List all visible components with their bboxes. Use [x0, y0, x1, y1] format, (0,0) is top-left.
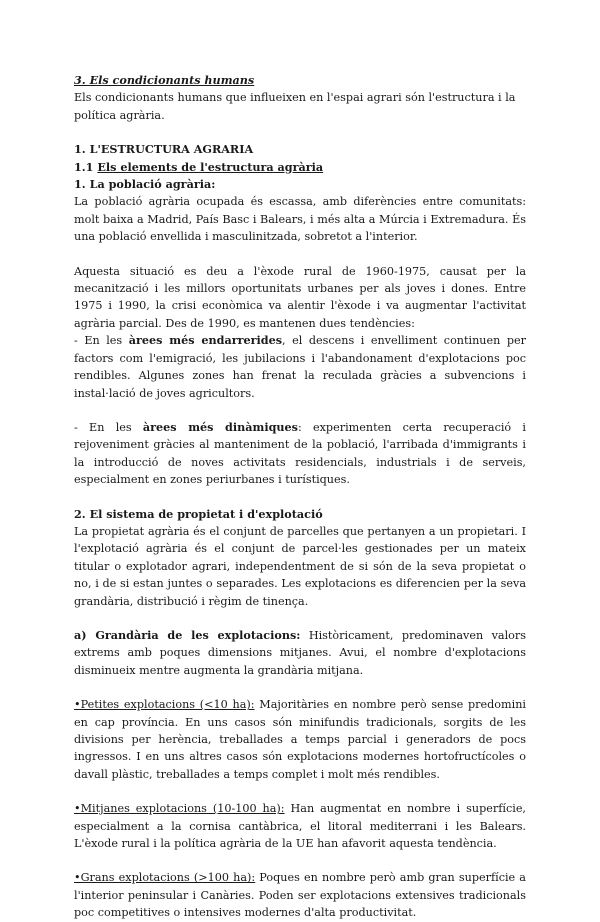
mitjanes-label: •Mitjanes explotacions (10-100 ha): [74, 802, 285, 816]
p3-prefix: - En les [74, 334, 129, 348]
subheading-number: 1.1 [74, 159, 94, 174]
grandaria-heading: a) Grandària de les explotacions: [74, 627, 301, 642]
poblacio-paragraph-1: La població agrària ocupada és escassa, amb diferències entre comunitats: molt baixa a Madrid, País Basc i Balears, i més alta a Múrcia i Extremadura. És una població envellida i masculinitzada, sobretot a l'interior. [74, 195, 526, 244]
estructura-heading: 1. L'ESTRUCTURA AGRARIA [74, 142, 254, 157]
p4-bold: àrees més dinàmiques [142, 419, 298, 434]
petites-paragraph [74, 696, 526, 783]
poblacio-paragraph-2: Aquesta situació es deu a l'èxode rural de 1960-1975, causat per la mecanització i les millors oportunitats urbanes per als joves i dones. Entre 1975 i 1990, la crisi econòmica va alentir l'èxode i va augmentar l'activitat agrària parcial. Des de 1990, es mantenen dues tendències: [74, 264, 526, 330]
estructura-subheading [74, 159, 526, 176]
poblacio-heading: 1. La població agrària: [74, 177, 216, 192]
petites-label: •Petites explotacions (<10 ha): [74, 698, 255, 712]
section-intro: Els condicionants humans que influeixen en l'espai agrari són l'estructura i la política agrària. [74, 91, 516, 122]
page-content [74, 72, 526, 922]
mitjanes-text: Han augmentat en nombre i superfície, especialment a la cornisa cantàbrica, el litoral mediterrani i les Balears. L'èxode rural i la política agrària de la UE han afavorit aquesta tendència. [74, 802, 526, 851]
grans-label: •Grans explotacions (>100 ha): [74, 871, 256, 885]
propietat-heading: 2. El sistema de propietat i d'explotació [74, 506, 323, 521]
grans-text: Poques en nombre però amb gran superfície a l'interior peninsular i Canàries. Poden ser explotacions extensives tradicionals poc competitives o intensives modernes d'alta productivitat. [74, 871, 526, 920]
grandaria-text: Històricament, predominaven valors extrems amb poques dimensions mitjanes. Avui, el nombre d'explotacions disminueix mentre augmenta la grandària mitjana. [74, 628, 526, 677]
grandaria-paragraph [74, 627, 526, 679]
p3-bold: àrees més endarrerides [128, 333, 282, 348]
propietat-paragraph-1: La propietat agrària és el conjunt de parcelles que pertanyen a un propietari. I l'explotació agrària és el conjunt de parcel·les gestionades per un mateix titular o explotador agrari, independentment de si són de la seva propietat o no, i de si estan juntes o separades. Les explotacions es diferencien per la seva grandària, distribució i règim de tinença. [74, 524, 526, 608]
section-title: 3. Els condicionants humans [74, 73, 255, 87]
grans-paragraph [74, 869, 526, 921]
p4-prefix: - En les [74, 420, 143, 434]
mitjanes-paragraph [74, 800, 526, 852]
p4-rest: : experimenten certa recuperació i rejoveniment gràcies al manteniment de la població, l'arribada d'immigrants i la introducció de noves activitats residencials, industrials i de serveis, especialment en zones periurbanes i turístiques. [74, 420, 527, 487]
petites-text: Majoritàries en nombre però sense predomini en cap província. En uns casos són minifundis tradicionals, sorgits de les divisions per herència, treballades a temps parcial i generadors de pocs ingressos. I en uns altres casos són explotacions modernes hortofructícoles o davall plàstic, treballades a temps complet i molt més rendibles. [74, 698, 526, 781]
poblacio-paragraph-3 [74, 332, 526, 402]
p3-rest: , el descens i envelliment continuen per factors com l'emigració, les jubilacions i l'abandonament d'explotacions poc rendibles. Algunes zones han frenat la reculada gràcies a subvencions i instal·lació de joves agricultors. [74, 334, 526, 400]
poblacio-paragraph-4 [74, 419, 526, 489]
subheading-title: Els elements de l'estructura agrària [97, 159, 324, 174]
